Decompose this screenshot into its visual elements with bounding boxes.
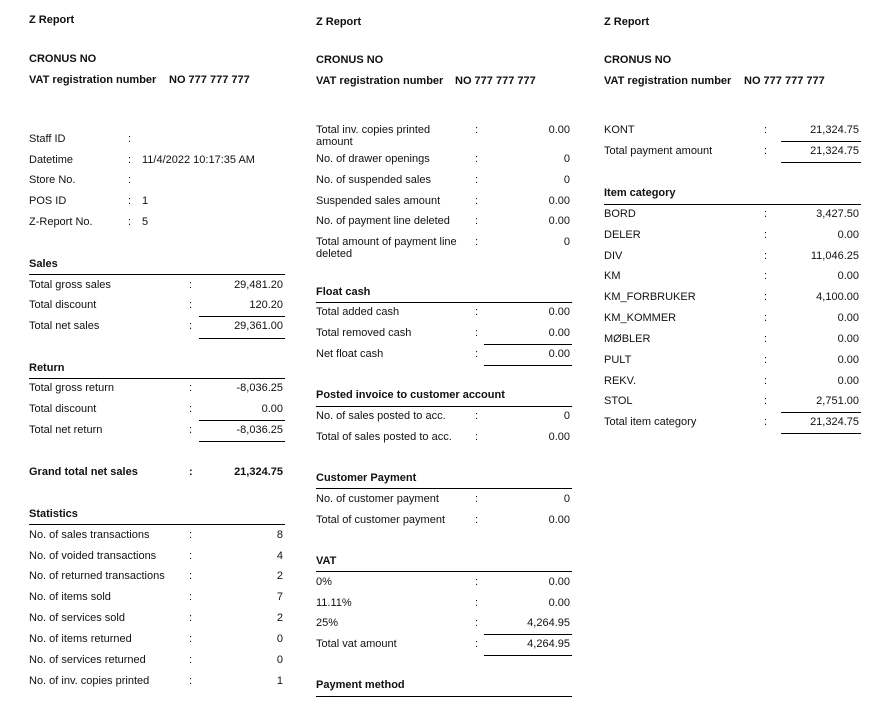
row-value: 0.00 xyxy=(548,431,570,443)
divider xyxy=(29,378,285,379)
row-value: 0.00 xyxy=(548,124,570,136)
colon: : xyxy=(475,215,479,227)
row-label: KM xyxy=(604,270,621,282)
colon: : xyxy=(475,195,479,207)
report-title: Z Report xyxy=(604,16,650,28)
row-value: -8,036.25 xyxy=(236,382,283,394)
row-label: No. of services returned xyxy=(29,654,146,666)
colon: : xyxy=(128,195,132,207)
statistics-row xyxy=(29,612,285,625)
row-value: 8 xyxy=(276,529,283,541)
row-label: No. of items sold xyxy=(29,591,111,603)
row-label: No. of returned transactions xyxy=(29,570,165,582)
row-label: Total discount xyxy=(29,403,97,415)
colon: : xyxy=(764,375,768,387)
row-value: 0.00 xyxy=(548,215,570,227)
row-label: No. of items returned xyxy=(29,633,132,645)
sales-row xyxy=(29,279,285,292)
float-row xyxy=(316,306,572,319)
row-label: 11.11% xyxy=(316,597,352,609)
row-label: Net float cash xyxy=(316,348,384,360)
row-value: 0.00 xyxy=(837,375,859,387)
item-category-row xyxy=(604,291,861,304)
row-value: 0.00 xyxy=(548,327,570,339)
row-label: Total amount of payment line deleted xyxy=(316,236,457,260)
vat-registration-label: VAT registration number xyxy=(604,75,732,87)
total-line xyxy=(484,365,572,366)
colon: : xyxy=(128,216,132,228)
colon: : xyxy=(189,529,193,541)
row-label: STOL xyxy=(604,395,633,407)
info-row-datetime xyxy=(29,154,285,167)
colon: : xyxy=(189,591,193,603)
row-value: 120.20 xyxy=(249,299,283,311)
company-name: CRONUS NO xyxy=(604,54,672,66)
row-value: 0.00 xyxy=(837,270,859,282)
row-value: 0 xyxy=(276,654,283,666)
total-line xyxy=(781,433,861,434)
row-value: 21,324.75 xyxy=(810,124,859,136)
row-value: 0.00 xyxy=(837,333,859,345)
row-label: MØBLER xyxy=(604,333,651,345)
row-label: 25% xyxy=(316,617,339,629)
posted-row xyxy=(316,410,572,423)
return-row xyxy=(29,382,285,395)
row-label: REKV. xyxy=(604,375,637,387)
colon: : xyxy=(475,514,479,526)
colon: : xyxy=(475,597,479,609)
row-value: -8,036.25 xyxy=(236,424,283,436)
vat-registration-value: NO 777 777 777 xyxy=(744,75,825,87)
statistics-row xyxy=(29,529,285,542)
info-value: 11/4/2022 10:17:35 AM xyxy=(142,154,255,166)
colon: : xyxy=(475,410,479,422)
info-label: Store No. xyxy=(29,174,76,186)
section-title-return: Return xyxy=(29,362,65,374)
colon: : xyxy=(189,675,193,687)
float-total-row xyxy=(316,348,572,361)
return-row xyxy=(29,403,285,416)
row-value: 29,481.20 xyxy=(234,279,283,291)
colon: : xyxy=(475,153,479,165)
counter-row xyxy=(316,124,572,150)
vat-registration-value: NO 777 777 777 xyxy=(169,74,250,86)
info-label: Datetime xyxy=(29,154,74,166)
item-category-row xyxy=(604,333,861,346)
row-value: 0.00 xyxy=(837,354,859,366)
report-column-1 xyxy=(29,0,285,715)
counter-row xyxy=(316,195,572,208)
row-label: Total added cash xyxy=(316,306,400,318)
item-category-row xyxy=(604,208,861,221)
colon: : xyxy=(764,145,768,157)
colon: : xyxy=(189,382,193,394)
row-label: No. of sales transactions xyxy=(29,529,150,541)
row-label: No. of sales posted to acc. xyxy=(316,410,446,422)
grand-total-value: 21,324.75 xyxy=(234,466,283,478)
row-value: 2 xyxy=(276,612,283,624)
customer-payment-row xyxy=(316,514,572,527)
vat-registration-label: VAT registration number xyxy=(316,75,444,87)
row-label: KONT xyxy=(604,124,635,136)
statistics-row xyxy=(29,675,285,688)
colon: : xyxy=(475,431,479,443)
row-value: 4,100.00 xyxy=(816,291,859,303)
divider xyxy=(316,696,572,697)
counter-row xyxy=(316,215,572,228)
row-label: Total net sales xyxy=(29,320,100,332)
row-label: Suspended sales amount xyxy=(316,195,441,207)
grand-total-row xyxy=(29,466,285,479)
row-label: Total vat amount xyxy=(316,638,397,650)
row-value: 3,427.50 xyxy=(816,208,859,220)
total-line xyxy=(199,441,285,442)
colon: : xyxy=(128,174,132,186)
row-value: 1 xyxy=(276,675,283,687)
row-value: 0.00 xyxy=(837,312,859,324)
colon: : xyxy=(189,550,193,562)
colon: : xyxy=(475,348,479,360)
sales-row xyxy=(29,299,285,312)
vat-total-row xyxy=(316,638,572,651)
report-title: Z Report xyxy=(316,16,362,28)
colon: : xyxy=(475,617,479,629)
row-label: Total gross sales xyxy=(29,279,111,291)
colon: : xyxy=(764,250,768,262)
divider xyxy=(316,406,572,407)
colon: : xyxy=(764,208,768,220)
section-title-posted-invoice: Posted invoice to customer account xyxy=(316,389,505,401)
report-column-3 xyxy=(604,0,861,715)
row-value: 21,324.75 xyxy=(810,416,859,428)
item-category-row xyxy=(604,312,861,325)
colon: : xyxy=(189,466,193,478)
row-label: BORD xyxy=(604,208,636,220)
total-line xyxy=(199,338,285,339)
colon: : xyxy=(475,124,479,136)
statistics-row xyxy=(29,654,285,667)
colon: : xyxy=(764,229,768,241)
row-label: No. of payment line deleted xyxy=(316,215,450,227)
row-label: Total item category xyxy=(604,416,697,428)
item-category-row xyxy=(604,354,861,367)
company-name: CRONUS NO xyxy=(316,54,384,66)
divider xyxy=(29,524,285,525)
divider xyxy=(29,274,285,275)
row-value: 11,046.25 xyxy=(810,250,859,262)
vat-registration-value: NO 777 777 777 xyxy=(455,75,536,87)
total-line xyxy=(484,655,572,656)
colon: : xyxy=(475,576,479,588)
section-title-customer-payment: Customer Payment xyxy=(316,472,417,484)
row-label: Total inv. copies printed amount xyxy=(316,124,431,148)
colon: : xyxy=(475,306,479,318)
vat-row xyxy=(316,617,572,630)
colon: : xyxy=(475,236,479,248)
report-title: Z Report xyxy=(29,14,75,26)
info-row-store-no xyxy=(29,174,285,187)
row-label: Total of sales posted to acc. xyxy=(316,431,452,443)
statistics-row xyxy=(29,550,285,563)
colon: : xyxy=(189,570,193,582)
subtotal-line xyxy=(781,412,861,413)
colon: : xyxy=(189,299,193,311)
section-title-float-cash: Float cash xyxy=(316,286,371,298)
colon: : xyxy=(475,174,479,186)
payment-total-row xyxy=(604,145,861,158)
section-title-item-category: Item category xyxy=(604,187,676,199)
colon: : xyxy=(189,320,193,332)
row-value: 4 xyxy=(276,550,283,562)
grand-total-label: Grand total net sales xyxy=(29,466,138,478)
divider xyxy=(316,302,572,303)
colon: : xyxy=(764,395,768,407)
divider xyxy=(316,488,572,489)
posted-row xyxy=(316,431,572,444)
info-label: Staff ID xyxy=(29,133,66,145)
row-label: DELER xyxy=(604,229,641,241)
vat-registration-label: VAT registration number xyxy=(29,74,157,86)
vat-row xyxy=(316,576,572,589)
report-column-2 xyxy=(316,0,572,715)
row-label: DIV xyxy=(604,250,623,262)
subtotal-line xyxy=(199,420,285,421)
row-value: 0.00 xyxy=(261,403,283,415)
colon: : xyxy=(189,279,193,291)
row-value: 0 xyxy=(563,410,570,422)
row-label: No. of drawer openings xyxy=(316,153,430,165)
colon: : xyxy=(189,424,193,436)
counter-row xyxy=(316,236,572,262)
row-value: 0.00 xyxy=(548,576,570,588)
row-value: 0 xyxy=(563,153,570,165)
sales-total-row xyxy=(29,320,285,333)
colon: : xyxy=(128,133,132,145)
return-total-row xyxy=(29,424,285,437)
colon: : xyxy=(475,327,479,339)
row-value: 21,324.75 xyxy=(810,145,859,157)
colon: : xyxy=(189,633,193,645)
colon: : xyxy=(189,612,193,624)
row-value: 0.00 xyxy=(548,306,570,318)
info-row-z-report-no xyxy=(29,216,285,229)
row-label: KM_FORBRUKER xyxy=(604,291,696,303)
section-title-sales: Sales xyxy=(29,258,58,270)
colon: : xyxy=(764,416,768,428)
row-value: 2 xyxy=(276,570,283,582)
row-label: Total net return xyxy=(29,424,103,436)
row-value: 7 xyxy=(276,591,283,603)
item-category-total-row xyxy=(604,416,861,429)
colon: : xyxy=(764,333,768,345)
row-label: No. of suspended sales xyxy=(316,174,431,186)
colon: : xyxy=(189,403,193,415)
row-label: PULT xyxy=(604,354,632,366)
row-value: 4,264.95 xyxy=(527,617,570,629)
row-label: No. of customer payment xyxy=(316,493,439,505)
info-value: 5 xyxy=(142,216,149,228)
colon: : xyxy=(189,654,193,666)
counter-row xyxy=(316,153,572,166)
info-value: 1 xyxy=(142,195,149,207)
row-value: 0 xyxy=(563,236,570,248)
colon: : xyxy=(764,312,768,324)
row-label: 0% xyxy=(316,576,332,588)
subtotal-line xyxy=(781,141,861,142)
colon: : xyxy=(764,270,768,282)
payment-method-row xyxy=(604,124,861,137)
colon: : xyxy=(764,291,768,303)
subtotal-line xyxy=(484,634,572,635)
item-category-row xyxy=(604,375,861,388)
row-value: 0.00 xyxy=(548,348,570,360)
info-label: Z-Report No. xyxy=(29,216,93,228)
row-label: Total discount xyxy=(29,299,97,311)
total-line xyxy=(781,162,861,163)
colon: : xyxy=(128,154,132,166)
item-category-row xyxy=(604,395,861,408)
row-value: 0 xyxy=(563,493,570,505)
info-label: POS ID xyxy=(29,195,67,207)
row-label: No. of voided transactions xyxy=(29,550,157,562)
counter-row xyxy=(316,174,572,187)
divider xyxy=(316,571,572,572)
customer-payment-row xyxy=(316,493,572,506)
row-value: 0 xyxy=(276,633,283,645)
subtotal-line xyxy=(199,316,285,317)
section-title-statistics: Statistics xyxy=(29,508,78,520)
colon: : xyxy=(475,638,479,650)
info-row-pos-id xyxy=(29,195,285,208)
row-value: 0.00 xyxy=(548,514,570,526)
item-category-row xyxy=(604,270,861,283)
row-value: 2,751.00 xyxy=(816,395,859,407)
row-value: 0.00 xyxy=(837,229,859,241)
row-value: 0.00 xyxy=(548,597,570,609)
row-label: Total gross return xyxy=(29,382,114,394)
row-value: 4,264.95 xyxy=(527,638,570,650)
section-title-vat: VAT xyxy=(316,555,337,567)
colon: : xyxy=(475,493,479,505)
item-category-row xyxy=(604,250,861,263)
row-label: No. of services sold xyxy=(29,612,125,624)
row-label: Total of customer payment xyxy=(316,514,446,526)
colon: : xyxy=(764,124,768,136)
section-title-payment-method: Payment method xyxy=(316,679,405,691)
row-label: KM_KOMMER xyxy=(604,312,677,324)
statistics-row xyxy=(29,570,285,583)
divider xyxy=(604,204,861,205)
float-row xyxy=(316,327,572,340)
statistics-row xyxy=(29,633,285,646)
info-row-staff-id xyxy=(29,133,285,146)
subtotal-line xyxy=(484,344,572,345)
colon: : xyxy=(764,354,768,366)
row-label: Total removed cash xyxy=(316,327,412,339)
statistics-row xyxy=(29,591,285,604)
row-value: 0.00 xyxy=(548,195,570,207)
company-name: CRONUS NO xyxy=(29,53,97,65)
item-category-row xyxy=(604,229,861,242)
row-label: Total payment amount xyxy=(604,145,713,157)
row-label: No. of inv. copies printed xyxy=(29,675,150,687)
row-value: 29,361.00 xyxy=(234,320,283,332)
row-value: 0 xyxy=(563,174,570,186)
vat-row xyxy=(316,597,572,610)
